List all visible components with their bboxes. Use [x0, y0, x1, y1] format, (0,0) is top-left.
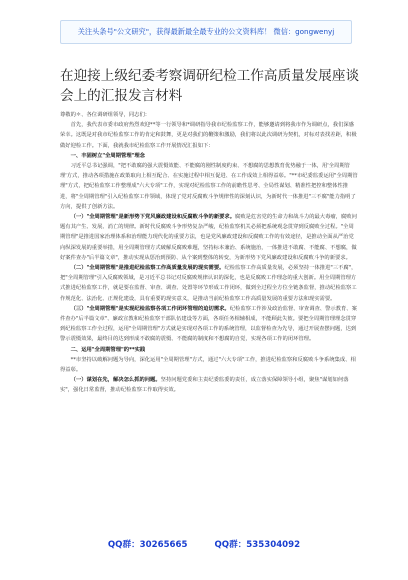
footer-contacts: [0, 538, 408, 550]
promo-banner-text: 关注头条号"公文研究"，获得最新最全最专业的公文资料库！ 微信：gongwenyj: [77, 27, 335, 36]
section-2-intro: **市坚持以破解问题为导向，深化运用"全周期管理"方式，通过"六大专项"工作，推进纪检监察和反腐败斗争系统集成、相得益彰。: [60, 356, 356, 374]
sub-3-lead: （三）"全周期管理"是实现纪检监察各项工作闭环管理的迫切需求。: [70, 305, 230, 312]
section-1-heading: 一、丰固树立"全周期管理"理念: [70, 152, 145, 159]
section-2-sub-1: [60, 375, 358, 395]
intro-paragraph: 首先，我代表市委市政府热烈欢迎**等一行领导和*调研指导我市纪检监察工作，能够邀请到将我市作为调研点，我们深感荣幸。这既是对我市纪检监察工作的肯定和鼓舞，更是对我们的鞭策和激励，我们将以此次调研为契机，对标对表找差距，积极做好迎检工作。下面，我就我市纪检监察工作开展情况汇报如下：: [60, 122, 357, 149]
sub-1-lead: （一）"全周期管理"是新形势下党风廉政建设和反腐败斗争的新要求。: [70, 214, 236, 221]
footer-qq-1: QQ群：30265665: [107, 540, 188, 550]
s2-sub-1-lead: （一）谋划在先，解决怎么抓的问题。: [70, 377, 161, 384]
promo-banner: [60, 20, 352, 44]
s2-sub-1-text: 坚持问题党委和主责纪委监委的责任，成立落实保障领导小组，聚焦"谋划如何落实"，强化日常监督，推动纪检监察工作取得实效。: [60, 377, 349, 394]
sub-2-text: 纪检监察工作高质量发展，必须坚持一体推进"三不腐"，把"全周期管理"引入反腐败领域，是习近平总书记对反腐败规律认识的深化，也是反腐败工作理念的重大创新。用全周期管理方式推进纪检监察工作，就是要在监督、审查、调查、处置等环节形成工作闭环，做到全过程全方位全链条监督，推动纪检监察工作规范化、法治化、正规化建设，具有重要的现实意义，是推动当前纪检监察工作高质量发展的重要方法和现实需要。: [60, 265, 357, 302]
section-1-sub-1: [60, 212, 358, 263]
section-2-heading: 二、运用"全周期管理"的**实践: [70, 346, 146, 353]
section-1-sub-3: [60, 304, 358, 345]
section-1-paragraph: 习近平总书记强调，"把不敢腐的强大震慑效能、不能腐的刚性制度约束、不想腐的思想教育优势融于一体，用'全周期管理'方式，推动各项措施在政策取向上相互配合、在实施过程中相互促进、在工作成效上相得益彰。"**市纪委监委运用"全周期管理"方式，把纪检监察工作整理成"六大专项"工作，实现对纪检监察工作的前瞻性思考、全局性谋划、精准性把控和整体性推进，将"全周期管理"引入纪检监察工作领域，体现了党对反腐败斗争规律性的深刻认识，为新时代一体推进"三不腐"能力指明了方向，提供了创新方法。: [60, 163, 358, 210]
footer-qq-2: QQ群：535304092: [214, 540, 301, 550]
page-title: 在迎接上级纪委考察调研纪检工作高质量发展座谈会上的汇报发言材料: [60, 68, 360, 104]
sub-2-lead: （二）"全周期管理"是推进纪检监察工作高质量发展的现实需要。: [70, 265, 225, 272]
document-body: [60, 110, 358, 396]
section-1-sub-2: [60, 263, 358, 304]
sub-3-text: 纪检监察工作涉及政治监督、审查调查、警示教育、案件查办"后半篇文章"、廉政宣教和纪检监察干部队伍建设等方面，各项任务相辅相成，不能顾此失彼。要把全周期管理理念贯穿到纪检监察工作全过程，运用"全周期管理"方式就是实现对各项工作的系统管理，以监督检查为先导，通过开展查摆问题，达到警示震慑效果，最终目的达到形成不敢腐的震慑、不能腐的制度和不想腐的自觉，实现各项工作的闭环管理。: [60, 305, 357, 343]
sub-1-text: 腐败是危害党的生命力和战斗力的最大毒瘤，腐败问题有其产生、发展、消亡的规律。新时代反腐败斗争形势复杂严峻，纪检监察机关必须把系统观念贯穿到反腐败全过程。"全周期管理"是推进国家治理体系和治理能力现代化的重要方法，也是党风廉政建设和反腐败工作的有效途径，是推动全面从严治党向纵深发展的重要举措，用全周期管理方式破解反腐败难题，坚持标本兼治、系统施治，一体推进不敢腐、不能腐、不想腐，做好案件查办"后半篇文章"，推动实现从惩治到预防、从个案到整体的转变，为新形势下党风廉政建设和反腐败斗争的新要求。: [60, 214, 357, 261]
greeting: 尊敬的＊、各位调研组领导，同志们：: [60, 112, 151, 118]
